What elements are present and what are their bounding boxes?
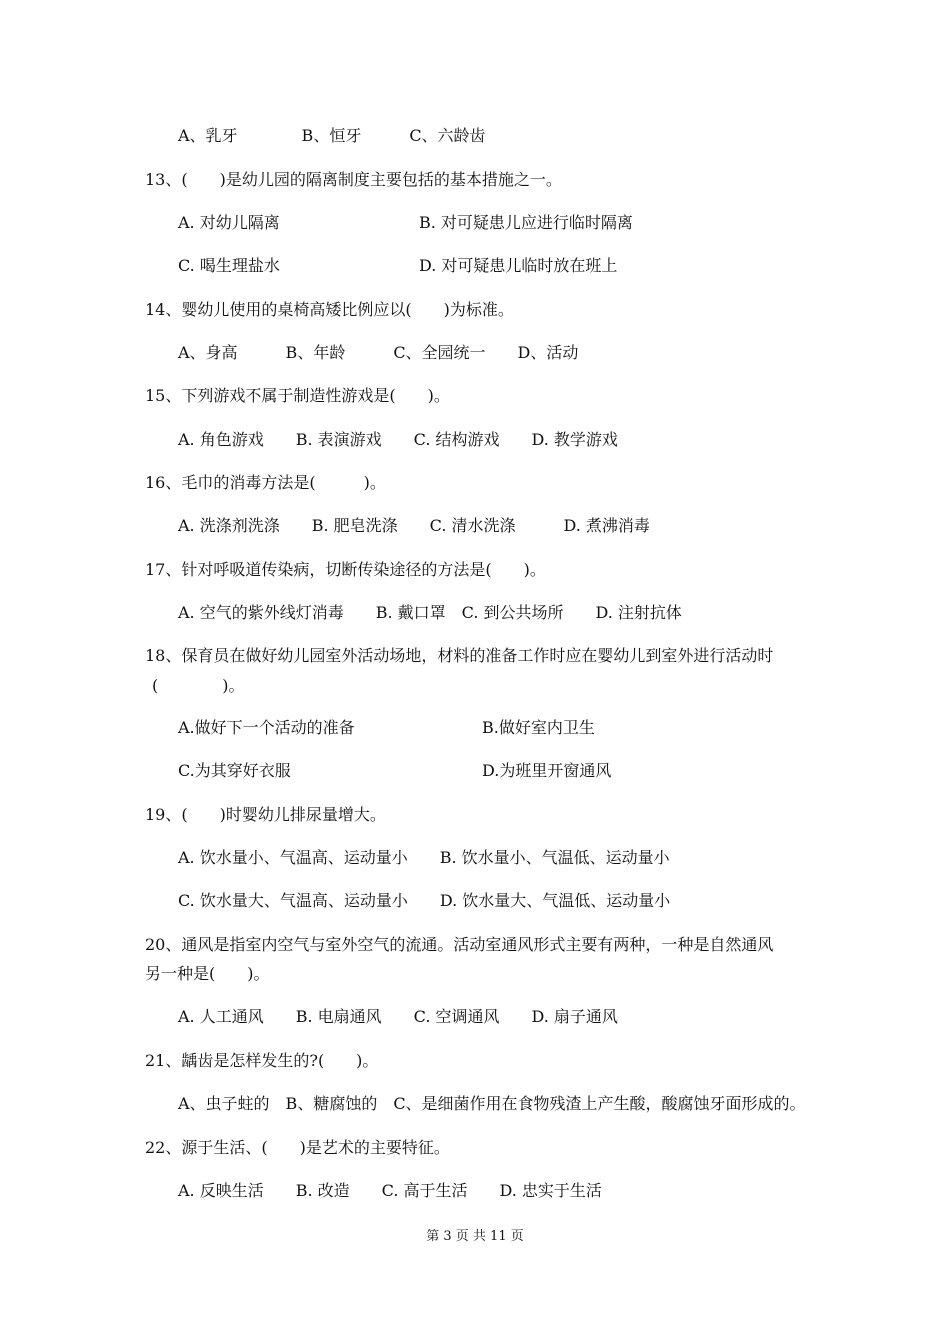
- q22-question: 22、源于生活、( )是艺术的主要特征。: [145, 1138, 450, 1157]
- q18-question-continued: ( )。: [152, 676, 245, 695]
- q21-options: A、虫子蛀的 B、糖腐蚀的 C、是细菌作用在食物残渣上产生酸，酸腐蚀牙面形成的。: [178, 1094, 806, 1113]
- q19-options-cd: C. 饮水量大、气温高、运动量小 D. 饮水量大、气温低、运动量小: [178, 891, 671, 910]
- q19-question: 19、( )时婴幼儿排尿量增大。: [145, 805, 386, 824]
- q20-options: A. 人工通风 B. 电扇通风 C. 空调通风 D. 扇子通风: [178, 1007, 618, 1026]
- q15-options: A. 角色游戏 B. 表演游戏 C. 结构游戏 D. 教学游戏: [178, 430, 618, 449]
- q19-options-ab: A. 饮水量小、气温高、运动量小 B. 饮水量小、气温低、运动量小: [178, 848, 670, 867]
- q20-question-continued: 另一种是( )。: [145, 964, 270, 983]
- q17-options: A. 空气的紫外线灯消毒 B. 戴口罩 C. 到公共场所 D. 注射抗体: [178, 603, 682, 622]
- q13-option-c: C. 喝生理盐水: [178, 256, 280, 275]
- q16-options: A. 洗涤剂洗涤 B. 肥皂洗涤 C. 清水洗涤 D. 煮沸消毒: [178, 516, 650, 535]
- q15-question: 15、下列游戏不属于制造性游戏是( )。: [145, 386, 450, 405]
- q17-question: 17、针对呼吸道传染病，切断传染途径的方法是( )。: [145, 560, 546, 579]
- q14-question: 14、婴幼儿使用的桌椅高矮比例应以( )为标准。: [145, 300, 514, 319]
- q13-question: 13、( )是幼儿园的隔离制度主要包括的基本措施之一。: [145, 170, 562, 189]
- q14-options: A、身高 B、年龄 C、全园统一 D、活动: [178, 343, 579, 362]
- q18-option-d: D.为班里开窗通风: [482, 761, 612, 780]
- page-number: 第 3 页 共 11 页: [426, 1229, 524, 1244]
- q16-question: 16、毛巾的消毒方法是( )。: [145, 473, 386, 492]
- q12-options: A、乳牙 B、恒牙 C、六龄齿: [178, 126, 486, 145]
- q20-question: 20、通风是指室内空气与室外空气的流通。活动室通风形式主要有两种，一种是自然通风: [145, 935, 774, 954]
- q21-question: 21、龋齿是怎样发生的?( )。: [145, 1051, 379, 1070]
- q13-option-d: D. 对可疑患儿临时放在班上: [419, 256, 618, 275]
- q18-option-c: C.为其穿好衣服: [178, 761, 291, 780]
- q13-option-a: A. 对幼儿隔离: [178, 213, 280, 232]
- q18-question: 18、保育员在做好幼儿园室外活动场地，材料的准备工作时应在婴幼儿到室外进行活动时: [145, 646, 774, 665]
- q22-options: A. 反映生活 B. 改造 C. 高于生活 D. 忠实于生活: [178, 1181, 602, 1200]
- q18-option-a: A.做好下一个活动的准备: [178, 718, 355, 737]
- q13-option-b: B. 对可疑患儿应进行临时隔离: [419, 213, 633, 232]
- q18-option-b: B.做好室内卫生: [482, 718, 595, 737]
